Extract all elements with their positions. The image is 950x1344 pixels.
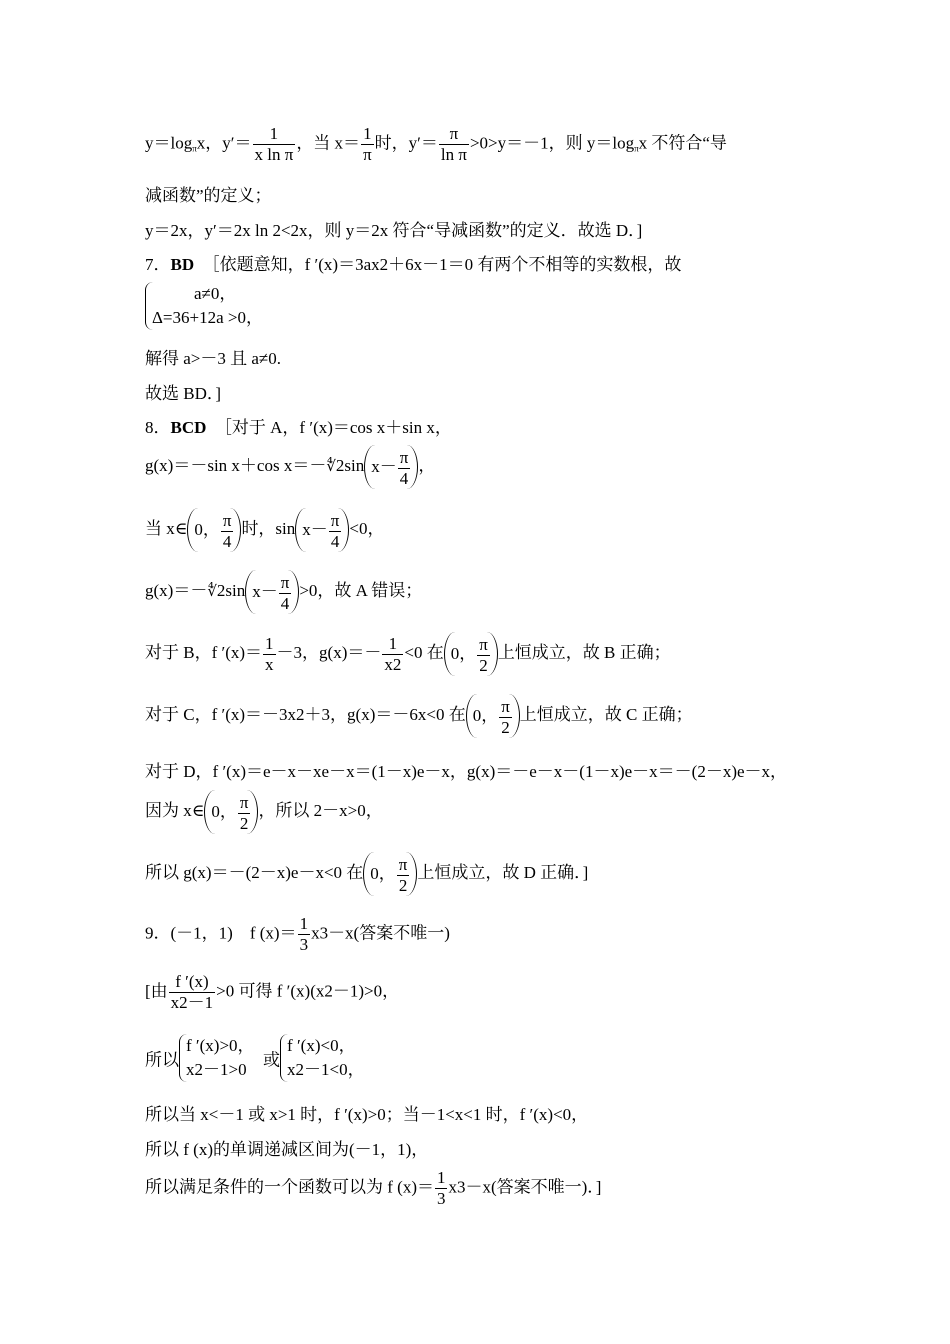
fraction: $\frac{1}{3}$ bbox=[436, 1168, 446, 1208]
q8-g1: g(x)＝－sin x＋cos x＝－∜2sin x－ $\frac{\pi}{4}$ ， bbox=[145, 445, 435, 489]
text: x 不符合“导 bbox=[638, 133, 727, 153]
text: >0>y＝－1，则 y＝log bbox=[469, 133, 635, 153]
q9-c: [由 $\frac{f '(x)}{x2-1}$ >0 可得 f ′(x)(x2－1)>0， bbox=[145, 972, 400, 1012]
question-8 bbox=[145, 413, 452, 438]
question-9: 9．(－1，1) f (x)＝ $\frac{1}{3}$ x3－x(答案不唯一) bbox=[145, 914, 450, 954]
answer: BCD bbox=[170, 418, 207, 437]
subscript: π bbox=[192, 143, 197, 154]
paren: 0， $\frac{\pi}{4}$ bbox=[187, 508, 241, 552]
q9-g: 所以满足条件的一个函数可以为 f (x)＝ $\frac{1}{3}$ x3－x(答案不唯一)．] bbox=[145, 1168, 602, 1208]
q9-d: 所以 f ′(x)>0， x2－1>0 或 f ′(x)<0， x2－1<0， bbox=[145, 1034, 365, 1082]
q8-D3: 所以 g(x)＝－(2－x)e－x<0 在 0， $\frac{\pi}{2}$ 上恒成立，故 D 正确．] bbox=[145, 852, 588, 896]
paren: x－ $\frac{\pi}{4}$ bbox=[364, 445, 418, 489]
answer: BD bbox=[170, 255, 195, 274]
fraction: $\frac{1}{x2}$ bbox=[384, 633, 402, 674]
brace-system: f ′(x)<0， x2－1<0， bbox=[280, 1034, 365, 1082]
brace-system: a≠0， Δ=36+12a >0， bbox=[145, 282, 263, 330]
q8-B: 对于 B，f ′(x)＝ $\frac{1}{x}$ －3，g(x)＝－ $\frac{1}{x2}$ <0 在 0， $\frac{\pi}{2}$ 上恒成立，故 B 正确； bbox=[145, 633, 671, 675]
paren: 0， $\frac{\pi}{2}$ bbox=[204, 790, 258, 834]
q8-D2: 因为 x∈ 0， $\frac{\pi}{2}$ ，所以 2－x>0， bbox=[145, 790, 383, 834]
question-7 bbox=[145, 250, 681, 275]
paren: x－ $\frac{\pi}{4}$ bbox=[295, 508, 349, 552]
paren: x－ $\frac{\pi}{4}$ bbox=[245, 570, 299, 614]
question-number: 7． bbox=[145, 255, 171, 274]
q7-system bbox=[145, 282, 263, 330]
fraction: $\frac{\pi}{\text{ln π}}$ bbox=[440, 124, 467, 164]
text: ，当 x＝ bbox=[296, 133, 361, 153]
q8-g2: g(x)＝－∜2sin x－ $\frac{\pi}{4}$ >0，故 A 错误； bbox=[145, 570, 422, 614]
q9-f: 所以 f (x)的单调递减区间为(－1，1)， bbox=[145, 1140, 429, 1159]
q8-C: 对于 C，f ′(x)＝－3x2＋3，g(x)＝－6x<0 在 0， $\frac{\pi}{2}$ 上恒成立，故 C 正确； bbox=[145, 694, 693, 738]
fraction: $\frac{f '(x)}{x2-1}$ bbox=[170, 972, 214, 1012]
fraction: $\frac{1}{x}$ bbox=[265, 633, 274, 674]
text: y＝log bbox=[145, 133, 193, 153]
fraction: $\frac{1}{\pi}$ bbox=[363, 124, 372, 164]
text: ［依题意知，f ′(x)＝3ax2＋6x－1＝0 有两个不相等的实数根，故 bbox=[202, 255, 682, 274]
q9-e: 所以当 x<－1 或 x>1 时，f ′(x)>0；当－1<x<1 时，f ′(x)<0， bbox=[145, 1105, 589, 1124]
line-2: 减函数”的定义； bbox=[145, 186, 272, 205]
sqrt-icon: ∜ bbox=[326, 458, 336, 475]
fraction: $\frac{1}{\text{x ln π}}$ bbox=[254, 124, 294, 164]
text: ［对于 A，f ′(x)＝cos x＋sin x， bbox=[214, 418, 452, 437]
paren: 0， $\frac{\pi}{2}$ bbox=[466, 694, 520, 738]
fraction: $\frac{1}{3}$ bbox=[299, 914, 309, 954]
text: x，y′＝ bbox=[196, 133, 252, 153]
paren: 0， $\frac{\pi}{2}$ bbox=[444, 632, 498, 676]
q7-solution: 解得 a>－3 且 a≠0. bbox=[145, 349, 282, 368]
q8-D1: 对于 D，f ′(x)＝e－x－xe－x＝(1－x)e－x，g(x)＝－e－x－(1－x)e－x＝－(2－x)e－x， bbox=[145, 762, 788, 781]
sqrt-icon: ∜ bbox=[207, 583, 217, 600]
line-3: y＝2x，y′＝2x ln 2<2x，则 y＝2x 符合“导减函数”的定义．故选 D．] bbox=[145, 221, 643, 240]
line-1 bbox=[145, 124, 727, 165]
q7-end: 故选 BD．] bbox=[145, 384, 222, 403]
text: 时，y′＝ bbox=[374, 133, 438, 153]
brace-system: f ′(x)>0， x2－1>0 bbox=[179, 1034, 255, 1082]
paren: 0， $\frac{\pi}{2}$ bbox=[363, 852, 417, 896]
subscript: π bbox=[634, 143, 639, 154]
q8-when: 当 x∈ 0， $\frac{\pi}{4}$ 时，sin x－ $\frac{\pi}{4}$ <0， bbox=[145, 508, 384, 552]
question-number: 8． bbox=[145, 418, 171, 437]
